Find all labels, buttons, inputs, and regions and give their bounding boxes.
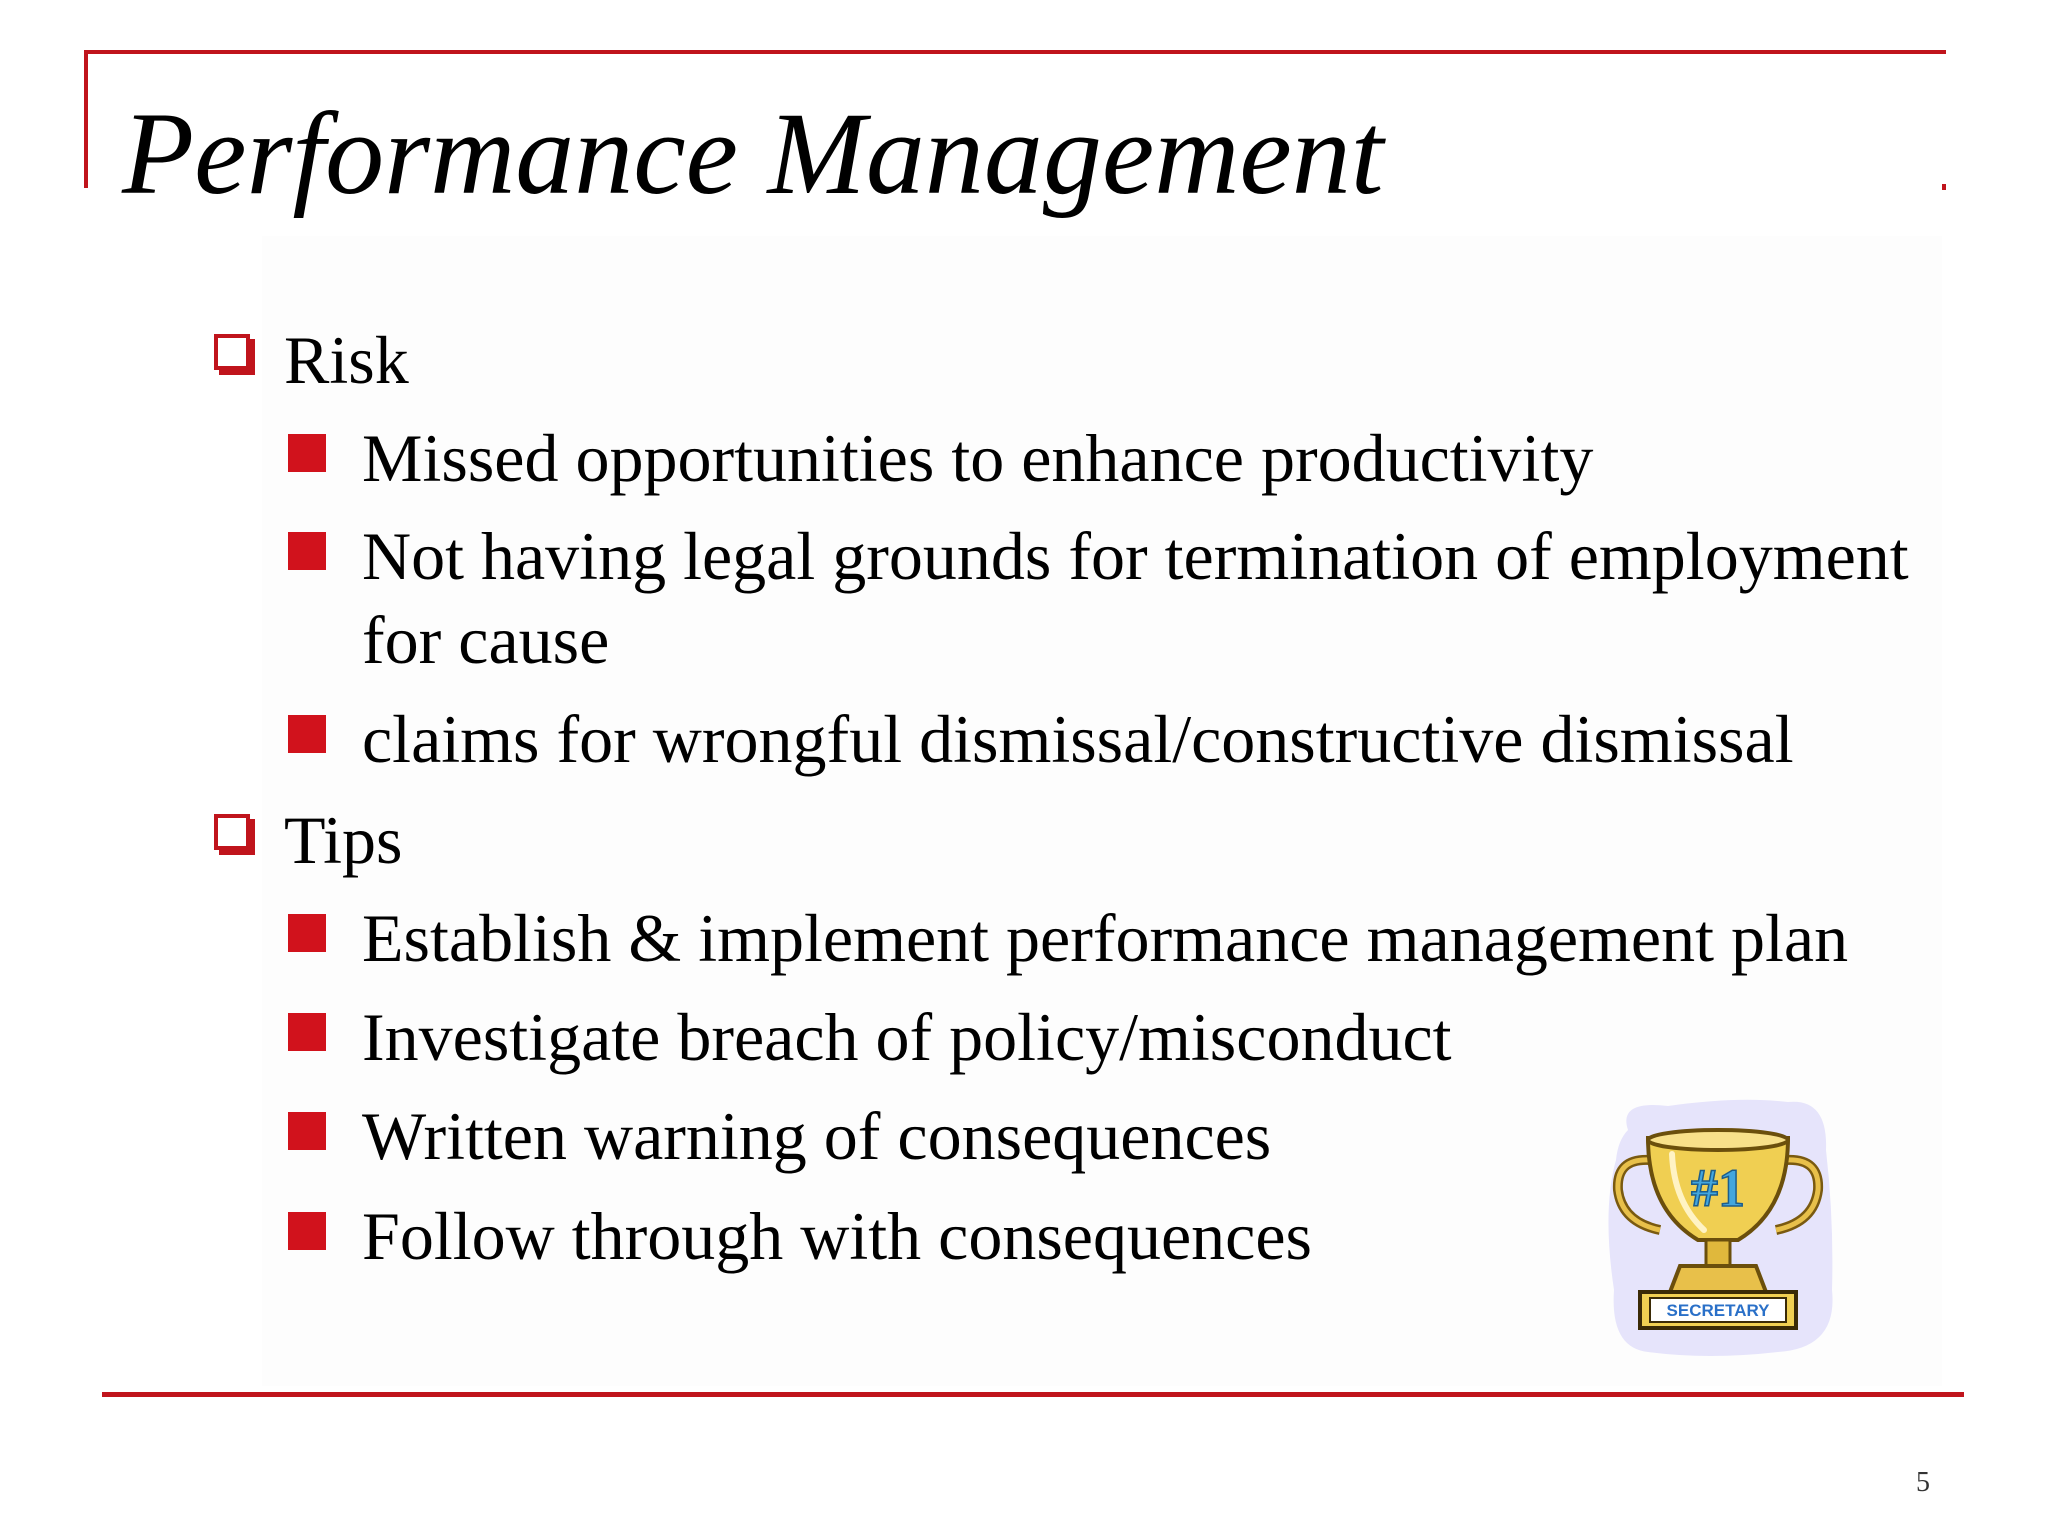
list-item-text: Investigate breach of policy/misconduct — [362, 999, 1452, 1075]
checkbox-bullet-icon — [214, 334, 250, 370]
square-bullet-icon — [288, 914, 326, 952]
square-bullet-icon — [288, 715, 326, 753]
checkbox-bullet-icon — [214, 814, 250, 850]
list-item-text: Written warning of consequences — [362, 1098, 1272, 1174]
square-bullet-icon — [288, 1112, 326, 1150]
square-bullet-icon — [288, 1212, 326, 1250]
footer-rule — [102, 1392, 1964, 1397]
trophy-plaque-text: SECRETARY — [1666, 1301, 1770, 1320]
trophy-icon — [1588, 1090, 1848, 1360]
trophy-badge-text: #1 — [1691, 1158, 1745, 1218]
list-item-text-continued: for cause — [362, 602, 610, 678]
square-bullet-icon — [288, 1013, 326, 1051]
list-item-text: Follow through with consequences — [362, 1198, 1312, 1274]
list-item-text: Missed opportunities to enhance productivity — [362, 420, 1594, 496]
list-item-text: Establish & implement performance management plan — [362, 900, 1849, 976]
list-item-text: Not having legal grounds for termination of employment — [362, 518, 1909, 594]
title-frame-right-tick — [1942, 184, 1946, 190]
section-heading-label: Risk — [284, 322, 409, 398]
list-item-text: claims for wrongful dismissal/constructive dismissal — [362, 701, 1794, 777]
section-heading-label: Tips — [284, 802, 403, 878]
title-frame-top-rule — [84, 50, 1946, 54]
slide-title: Performance Management — [122, 88, 1384, 219]
square-bullet-icon — [288, 532, 326, 570]
square-bullet-icon — [288, 434, 326, 472]
page-number: 5 — [1916, 1467, 1930, 1498]
title-frame-left-rule — [84, 50, 88, 188]
